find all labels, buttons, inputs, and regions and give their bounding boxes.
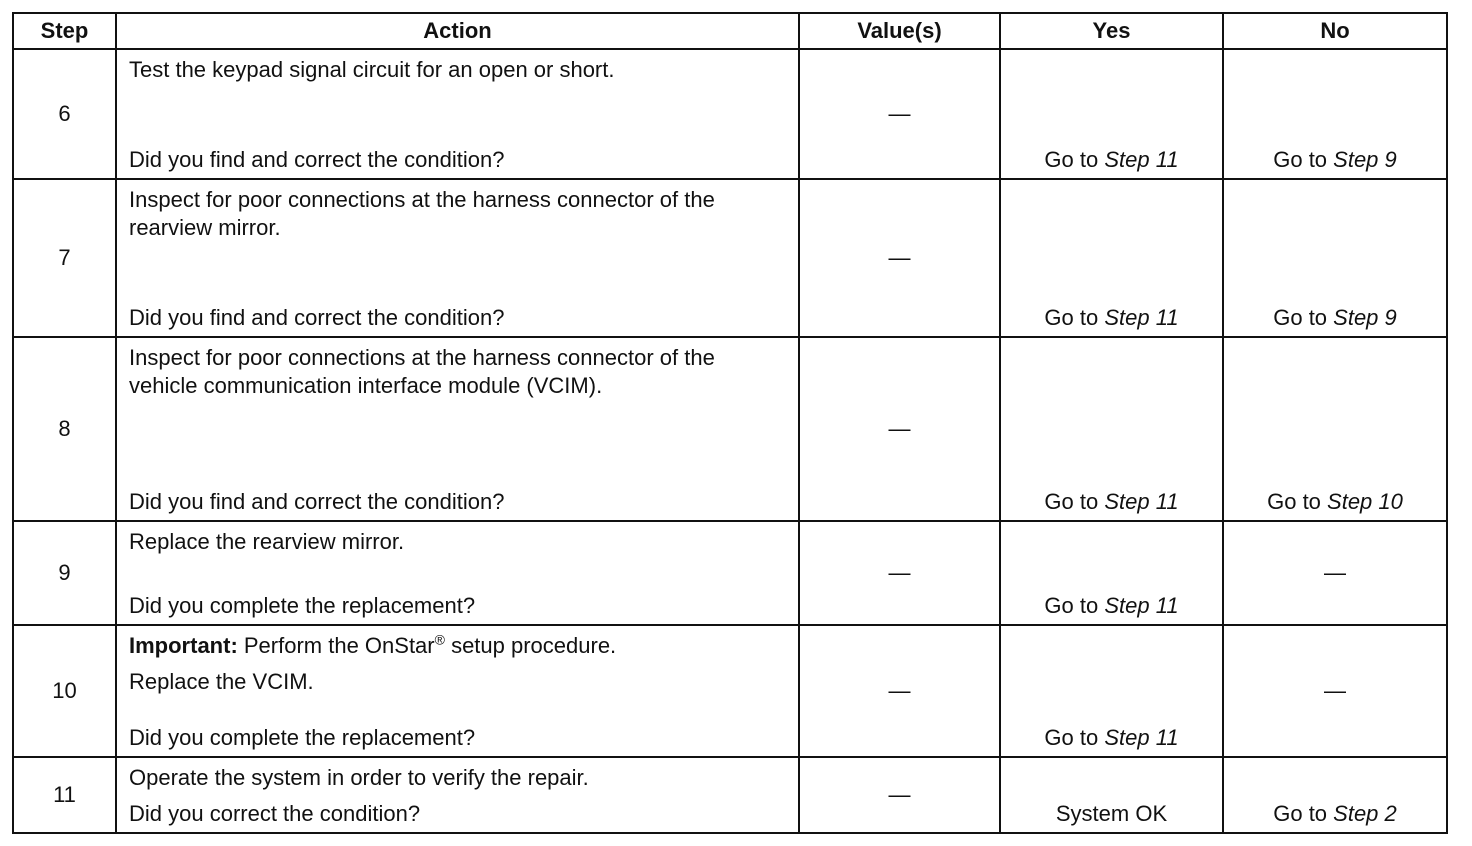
important-text-before: Perform the OnStar [237,633,435,658]
no-step-ref: Step 9 [1333,147,1397,172]
header-action: Action [116,13,799,49]
value-cell [799,757,1000,833]
value-dash: — [888,678,911,703]
yes-cell [1000,49,1223,179]
no-step-ref: Step 9 [1333,305,1397,330]
value-cell [799,521,1000,625]
value-cell [799,625,1000,757]
action-question: Did you complete the replacement? [129,593,476,618]
no-dash: — [1324,560,1346,585]
yes-prefix: Go to [1044,725,1105,750]
no-cell [1223,49,1447,179]
yes-prefix: Go to [1044,489,1105,514]
yes-cell [1000,625,1223,757]
yes-step-ref: Step 11 [1104,305,1179,330]
table-row [13,625,1447,757]
yes-cell [1000,337,1223,521]
step-number: 6 [13,49,116,179]
table-row [13,179,1447,337]
action-text: Inspect for poor connections at the harness connector of the vehicle communication interface module (VCIM). [129,345,715,398]
action-cell [116,49,799,179]
table-row [13,49,1447,179]
header-no: No [1223,13,1447,49]
action-text: Replace the rearview mirror. [129,529,405,554]
action-cell [116,179,799,337]
yes-prefix: Go to [1044,593,1105,618]
action-cell [116,337,799,521]
value-dash: — [888,782,911,807]
step-number: 9 [13,521,116,625]
value-dash: — [888,560,911,585]
action-question: Did you find and correct the condition? [129,305,505,330]
important-label: Important: [129,633,238,658]
diagnostic-table [12,12,1448,834]
yes-prefix: Go to [1044,305,1105,330]
value-cell [799,49,1000,179]
no-prefix: Go to [1267,489,1328,514]
no-prefix: Go to [1273,305,1334,330]
registered-mark: ® [434,631,445,648]
step-number: 10 [13,625,116,757]
table-row [13,757,1447,833]
header-yes: Yes [1000,13,1223,49]
no-cell [1223,625,1447,757]
action-question: Did you find and correct the condition? [129,489,505,514]
step-number: 11 [13,757,116,833]
value-cell [799,337,1000,521]
no-dash: — [1324,678,1346,703]
value-dash: — [888,101,911,126]
action-text: Operate the system in order to verify the repair. [129,765,589,790]
header-step: Step [13,13,116,49]
action-cell [116,521,799,625]
action-cell [116,757,799,833]
no-step-ref: Step 2 [1333,801,1397,826]
header-row [13,13,1447,49]
action-cell [116,625,799,757]
value-cell [799,179,1000,337]
yes-prefix: Go to [1044,147,1105,172]
action-text: Test the keypad signal circuit for an open or short. [129,57,615,82]
no-cell [1223,337,1447,521]
action-question: Did you correct the condition? [129,801,421,826]
action-question: Did you complete the replacement? [129,725,476,750]
header-values: Value(s) [799,13,1000,49]
step-number: 7 [13,179,116,337]
action-text: Replace the VCIM. [129,669,314,694]
table-row [13,521,1447,625]
important-text-after: setup procedure. [444,633,617,658]
no-step-ref: Step 10 [1327,489,1403,514]
yes-step-ref: Step 11 [1104,489,1179,514]
action-text: Inspect for poor connections at the harness connector of the rearview mirror. [129,187,715,240]
no-cell [1223,757,1447,833]
important-note [129,632,786,660]
value-dash: — [888,245,911,270]
yes-step-ref: Step 11 [1104,725,1179,750]
yes-cell [1000,179,1223,337]
yes-cell [1000,521,1223,625]
step-number: 8 [13,337,116,521]
no-prefix: Go to [1273,147,1334,172]
no-cell [1223,521,1447,625]
no-prefix: Go to [1273,801,1334,826]
yes-step-ref: Step 11 [1104,147,1179,172]
table-row [13,337,1447,521]
yes-step-ref: Step 11 [1104,593,1179,618]
yes-cell: System OK [1000,757,1223,833]
value-dash: — [888,416,911,441]
action-question: Did you find and correct the condition? [129,147,505,172]
no-cell [1223,179,1447,337]
